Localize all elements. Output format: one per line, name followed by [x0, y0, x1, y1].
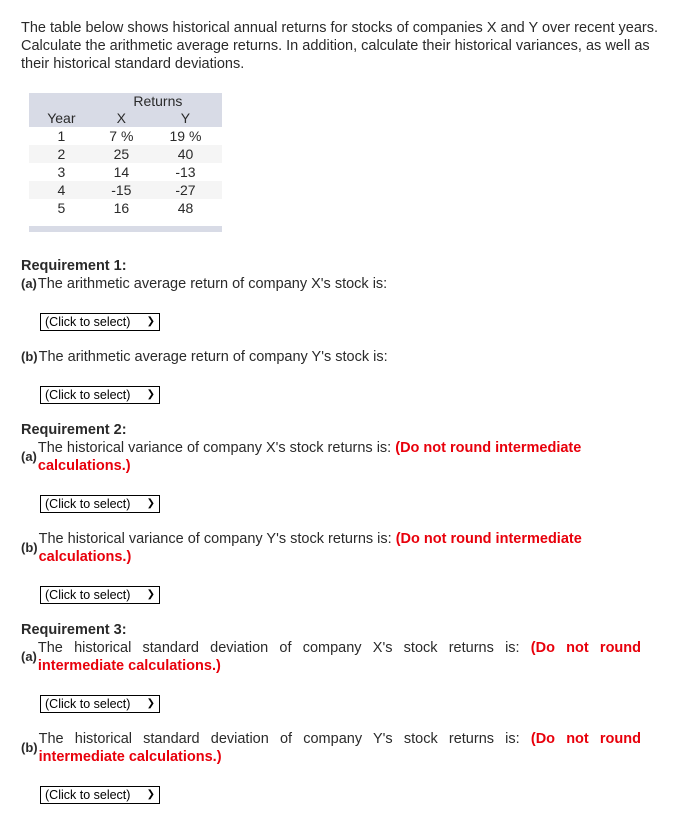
part-label: (a) — [21, 449, 37, 464]
table-footer-bar — [29, 226, 222, 232]
answer-select-1a[interactable] — [40, 313, 160, 331]
select-value: (Click to select) — [45, 388, 131, 402]
answer-select-3a[interactable] — [40, 695, 160, 713]
select-value: (Click to select) — [45, 588, 131, 602]
table-row — [29, 181, 222, 199]
cell: -13 — [175, 164, 196, 180]
returns-header: Returns — [94, 93, 222, 110]
chevron-down-icon: ❯ — [146, 389, 155, 400]
question-text: The arithmetic average return of company X's stock is: — [37, 276, 388, 292]
question-text: The historical variance of company X's stock returns is: — [37, 440, 396, 456]
col-year: Year — [29, 110, 94, 127]
cell: 14 — [113, 164, 130, 180]
chevron-down-icon: ❯ — [146, 589, 155, 600]
cell: 19 % — [169, 128, 202, 144]
rounding-note: (Do not round intermediate calculations.) — [38, 531, 582, 565]
intro-text: The table below shows historical annual returns for stocks of companies X and Y over recent years. Calculate the arithmetic average returns. In addition, calculate their historical variances, as well as their historical standard deviations. — [21, 20, 658, 72]
requirement-3 — [21, 621, 641, 675]
requirement-title: Requirement 1: — [21, 258, 127, 274]
answer-select-3b[interactable] — [40, 786, 160, 804]
answer-select-2a[interactable] — [40, 495, 160, 513]
requirement-title: Requirement 2: — [21, 422, 127, 438]
col-x: X — [94, 110, 149, 127]
cell: 25 — [94, 145, 149, 163]
select-value: (Click to select) — [45, 497, 131, 511]
table-row — [29, 145, 222, 163]
rounding-note: (Do not round intermediate calculations.) — [38, 731, 641, 765]
requirement-title: Requirement 3: — [21, 622, 127, 638]
cell: 5 — [57, 200, 66, 216]
question-text: The arithmetic average return of company Y's stock is: — [38, 349, 388, 365]
select-value: (Click to select) — [45, 315, 131, 329]
select-value: (Click to select) — [45, 697, 131, 711]
question-text: The historical standard deviation of company Y's stock returns is: — [38, 731, 531, 747]
select-value: (Click to select) — [45, 788, 131, 802]
part-label: (b) — [21, 349, 38, 364]
table-row — [29, 127, 222, 145]
requirement-2 — [21, 421, 646, 475]
rounding-note: (Do not round intermediate calculations.) — [37, 440, 582, 474]
requirement-1 — [21, 257, 646, 293]
requirement-2b — [21, 530, 646, 566]
requirement-3b — [21, 730, 641, 766]
cell: 40 — [149, 145, 222, 163]
chevron-down-icon: ❯ — [146, 316, 155, 327]
chevron-down-icon: ❯ — [146, 698, 155, 709]
part-label: (b) — [21, 740, 38, 755]
answer-select-2b[interactable] — [40, 586, 160, 604]
answer-select-1b[interactable] — [40, 386, 160, 404]
requirement-1b — [21, 348, 646, 366]
question-text: The historical standard deviation of company X's stock returns is: — [37, 640, 531, 656]
col-y: Y — [149, 110, 222, 127]
part-label: (b) — [21, 540, 38, 555]
table-row — [29, 199, 222, 217]
cell: 7 % — [109, 128, 134, 144]
chevron-down-icon: ❯ — [146, 498, 155, 509]
rounding-note: (Do not round intermediate calculations.) — [37, 640, 641, 674]
part-label: (a) — [21, 649, 37, 664]
chevron-down-icon: ❯ — [146, 789, 155, 800]
cell: -15 — [94, 181, 149, 199]
returns-table — [29, 93, 222, 217]
cell: -27 — [149, 181, 222, 199]
cell: 16 — [113, 200, 130, 216]
cell: 1 — [57, 128, 66, 144]
part-label: (a) — [21, 276, 37, 291]
cell: 48 — [177, 200, 194, 216]
cell: 3 — [57, 164, 66, 180]
table-row — [29, 163, 222, 181]
cell: 2 — [29, 145, 94, 163]
cell: 4 — [29, 181, 94, 199]
question-text: The historical variance of company Y's stock returns is: — [38, 531, 396, 547]
